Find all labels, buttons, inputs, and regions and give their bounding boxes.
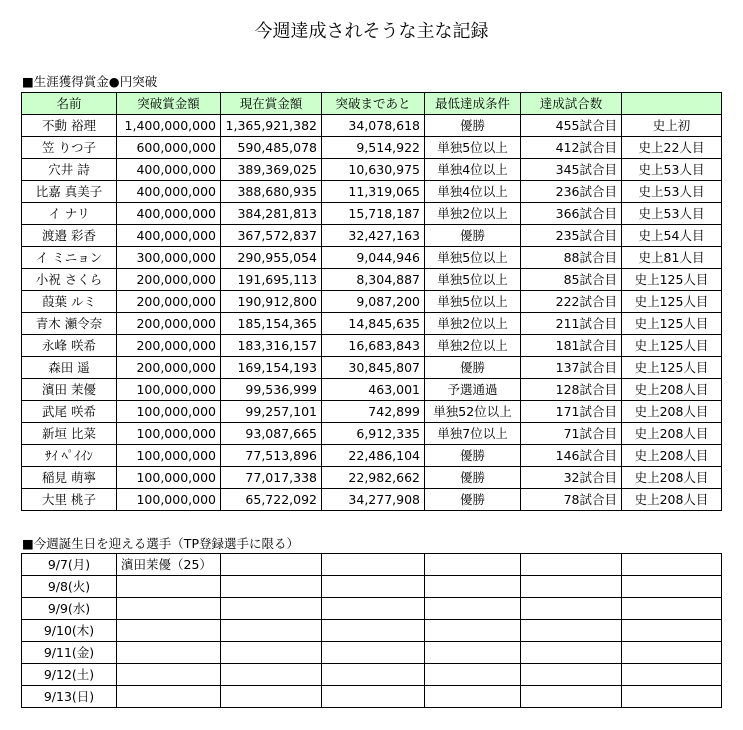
cell-games: 137試合目	[521, 357, 622, 379]
cell-player	[117, 664, 221, 686]
cell-remaining: 16,683,843	[322, 335, 425, 357]
cell-player	[425, 576, 521, 598]
cell-threshold: 200,000,000	[117, 269, 221, 291]
cell-rank: 史上125人目	[622, 269, 722, 291]
table-row	[22, 203, 722, 225]
cell-name: 笠 りつ子	[22, 137, 117, 159]
cell-rank: 史上53人目	[622, 203, 722, 225]
cell-remaining: 32,427,163	[322, 225, 425, 247]
header-threshold: 突破賞金額	[117, 93, 221, 115]
cell-player	[521, 554, 622, 576]
cell-player	[425, 642, 521, 664]
table-header-row	[22, 93, 722, 115]
cell-player: 濱田茉優（25）	[117, 554, 221, 576]
cell-remaining: 14,845,635	[322, 313, 425, 335]
cell-player	[622, 642, 722, 664]
cell-name: ｻｲ ﾍﾟｲｲﾝ	[22, 445, 117, 467]
cell-rank: 史上208人目	[622, 489, 722, 511]
cell-condition: 優勝	[425, 445, 521, 467]
cell-games: 88試合目	[521, 247, 622, 269]
cell-games: 146試合目	[521, 445, 622, 467]
table-row	[22, 598, 722, 620]
cell-player	[117, 686, 221, 708]
cell-date: 9/12(土)	[22, 664, 117, 686]
cell-rank: 史上54人目	[622, 225, 722, 247]
cell-rank: 史上125人目	[622, 335, 722, 357]
table-row	[22, 313, 722, 335]
cell-name: 穴井 詩	[22, 159, 117, 181]
cell-player	[622, 576, 722, 598]
cell-games: 345試合目	[521, 159, 622, 181]
cell-name: 渡邉 彩香	[22, 225, 117, 247]
cell-rank: 史上53人目	[622, 159, 722, 181]
cell-name: 大里 桃子	[22, 489, 117, 511]
cell-player	[221, 620, 322, 642]
cell-remaining: 463,001	[322, 379, 425, 401]
cell-date: 9/13(日)	[22, 686, 117, 708]
cell-current: 367,572,837	[221, 225, 322, 247]
cell-games: 71試合目	[521, 423, 622, 445]
cell-remaining: 34,078,618	[322, 115, 425, 137]
cell-current: 185,154,365	[221, 313, 322, 335]
cell-player	[322, 554, 425, 576]
cell-remaining: 9,044,946	[322, 247, 425, 269]
cell-remaining: 742,899	[322, 401, 425, 423]
cell-date: 9/9(水)	[22, 598, 117, 620]
table-row	[22, 115, 722, 137]
cell-name: 永峰 咲希	[22, 335, 117, 357]
cell-remaining: 9,087,200	[322, 291, 425, 313]
cell-condition: 単独5位以上	[425, 269, 521, 291]
section-career-earnings-label: ■生涯獲得賞金●円突破	[22, 74, 158, 89]
cell-player	[322, 642, 425, 664]
cell-threshold: 200,000,000	[117, 357, 221, 379]
cell-threshold: 200,000,000	[117, 335, 221, 357]
table-row	[22, 401, 722, 423]
cell-current: 384,281,813	[221, 203, 322, 225]
cell-games: 222試合目	[521, 291, 622, 313]
cell-name: 森田 遥	[22, 357, 117, 379]
cell-current: 77,017,338	[221, 467, 322, 489]
header-name: 名前	[22, 93, 117, 115]
cell-name: イ ミニョン	[22, 247, 117, 269]
cell-remaining: 15,718,187	[322, 203, 425, 225]
cell-name: 青木 瀬令奈	[22, 313, 117, 335]
cell-player	[221, 576, 322, 598]
cell-name: 小祝 さくら	[22, 269, 117, 291]
cell-player	[322, 576, 425, 598]
cell-rank: 史上81人目	[622, 247, 722, 269]
table-row	[22, 642, 722, 664]
cell-remaining: 30,845,807	[322, 357, 425, 379]
cell-threshold: 200,000,000	[117, 313, 221, 335]
cell-player	[425, 554, 521, 576]
cell-rank: 史上208人目	[622, 423, 722, 445]
table-row	[22, 269, 722, 291]
cell-games: 366試合目	[521, 203, 622, 225]
table-row	[22, 225, 722, 247]
cell-condition: 単独5位以上	[425, 247, 521, 269]
cell-name: 比嘉 真美子	[22, 181, 117, 203]
cell-player	[425, 598, 521, 620]
cell-threshold: 300,000,000	[117, 247, 221, 269]
cell-player	[221, 642, 322, 664]
cell-threshold: 100,000,000	[117, 379, 221, 401]
cell-games: 78試合目	[521, 489, 622, 511]
table-row	[22, 664, 722, 686]
cell-rank: 史上208人目	[622, 445, 722, 467]
cell-player	[521, 686, 622, 708]
cell-rank: 史上125人目	[622, 357, 722, 379]
cell-date: 9/10(木)	[22, 620, 117, 642]
cell-rank: 史上初	[622, 115, 722, 137]
cell-player	[521, 664, 622, 686]
table-row	[22, 686, 722, 708]
cell-condition: 単独5位以上	[425, 291, 521, 313]
cell-condition: 単独2位以上	[425, 335, 521, 357]
cell-player	[322, 620, 425, 642]
cell-current: 388,680,935	[221, 181, 322, 203]
header-condition: 最低達成条件	[425, 93, 521, 115]
cell-player	[221, 686, 322, 708]
cell-player	[622, 598, 722, 620]
cell-date: 9/7(月)	[22, 554, 117, 576]
cell-player	[117, 576, 221, 598]
table-row	[22, 379, 722, 401]
cell-rank: 史上125人目	[622, 313, 722, 335]
cell-condition: 単独7位以上	[425, 423, 521, 445]
cell-condition: 単独52位以上	[425, 401, 521, 423]
cell-remaining: 8,304,887	[322, 269, 425, 291]
table-row	[22, 137, 722, 159]
table-row	[22, 445, 722, 467]
cell-threshold: 400,000,000	[117, 159, 221, 181]
cell-rank: 史上125人目	[622, 291, 722, 313]
cell-current: 99,536,999	[221, 379, 322, 401]
cell-player	[622, 686, 722, 708]
cell-threshold: 200,000,000	[117, 291, 221, 313]
table-row	[22, 247, 722, 269]
cell-threshold: 600,000,000	[117, 137, 221, 159]
table-row	[22, 489, 722, 511]
cell-player	[521, 620, 622, 642]
section-birthday-label: ■今週誕生日を迎える選手（TP登録選手に限る）	[22, 536, 299, 551]
cell-current: 169,154,193	[221, 357, 322, 379]
cell-condition: 優勝	[425, 489, 521, 511]
header-current: 現在賞金額	[221, 93, 322, 115]
birthday-table	[21, 553, 722, 708]
cell-remaining: 22,982,662	[322, 467, 425, 489]
cell-player	[221, 598, 322, 620]
cell-rank: 史上208人目	[622, 467, 722, 489]
cell-current: 389,369,025	[221, 159, 322, 181]
cell-name: 新垣 比菜	[22, 423, 117, 445]
cell-date: 9/11(金)	[22, 642, 117, 664]
cell-current: 65,722,092	[221, 489, 322, 511]
cell-current: 590,485,078	[221, 137, 322, 159]
cell-games: 455試合目	[521, 115, 622, 137]
cell-condition: 単独5位以上	[425, 137, 521, 159]
cell-name: 葭葉 ルミ	[22, 291, 117, 313]
cell-current: 190,912,800	[221, 291, 322, 313]
cell-date: 9/8(火)	[22, 576, 117, 598]
cell-threshold: 400,000,000	[117, 181, 221, 203]
cell-remaining: 10,630,975	[322, 159, 425, 181]
cell-player	[521, 576, 622, 598]
cell-player	[622, 620, 722, 642]
cell-games: 211試合目	[521, 313, 622, 335]
header-games: 達成試合数	[521, 93, 622, 115]
cell-condition: 予選通過	[425, 379, 521, 401]
cell-current: 1,365,921,382	[221, 115, 322, 137]
cell-condition: 優勝	[425, 225, 521, 247]
cell-player	[425, 664, 521, 686]
cell-condition: 単独4位以上	[425, 181, 521, 203]
cell-remaining: 9,514,922	[322, 137, 425, 159]
table-row	[22, 620, 722, 642]
cell-rank: 史上53人目	[622, 181, 722, 203]
table-row	[22, 291, 722, 313]
career-earnings-table	[21, 92, 722, 511]
cell-player	[322, 664, 425, 686]
cell-current: 99,257,101	[221, 401, 322, 423]
cell-current: 93,087,665	[221, 423, 322, 445]
cell-condition: 単独4位以上	[425, 159, 521, 181]
cell-player	[521, 642, 622, 664]
cell-name: 武尾 咲希	[22, 401, 117, 423]
cell-rank: 史上22人目	[622, 137, 722, 159]
cell-condition: 優勝	[425, 115, 521, 137]
cell-threshold: 100,000,000	[117, 423, 221, 445]
table-row	[22, 357, 722, 379]
header-rank	[622, 93, 722, 115]
cell-condition: 優勝	[425, 357, 521, 379]
cell-player	[221, 664, 322, 686]
cell-threshold: 1,400,000,000	[117, 115, 221, 137]
cell-player	[117, 620, 221, 642]
cell-threshold: 400,000,000	[117, 225, 221, 247]
cell-current: 77,513,896	[221, 445, 322, 467]
table-row	[22, 423, 722, 445]
cell-player	[221, 554, 322, 576]
table-row	[22, 335, 722, 357]
cell-threshold: 400,000,000	[117, 203, 221, 225]
cell-games: 128試合目	[521, 379, 622, 401]
cell-player	[425, 686, 521, 708]
cell-condition: 単独2位以上	[425, 313, 521, 335]
cell-games: 181試合目	[521, 335, 622, 357]
cell-games: 85試合目	[521, 269, 622, 291]
cell-remaining: 11,319,065	[322, 181, 425, 203]
cell-player	[425, 620, 521, 642]
cell-player	[622, 664, 722, 686]
cell-remaining: 6,912,335	[322, 423, 425, 445]
cell-name: 稲見 萌寧	[22, 467, 117, 489]
table-row	[22, 181, 722, 203]
cell-player	[322, 598, 425, 620]
cell-player	[622, 554, 722, 576]
cell-remaining: 22,486,104	[322, 445, 425, 467]
cell-condition: 優勝	[425, 467, 521, 489]
table-row	[22, 467, 722, 489]
cell-games: 235試合目	[521, 225, 622, 247]
cell-threshold: 100,000,000	[117, 401, 221, 423]
cell-threshold: 100,000,000	[117, 467, 221, 489]
header-remaining: 突破まであと	[322, 93, 425, 115]
table-row	[22, 576, 722, 598]
table-row	[22, 554, 722, 576]
cell-current: 191,695,113	[221, 269, 322, 291]
cell-games: 171試合目	[521, 401, 622, 423]
cell-games: 412試合目	[521, 137, 622, 159]
cell-name: イ ナリ	[22, 203, 117, 225]
cell-rank: 史上208人目	[622, 379, 722, 401]
cell-games: 236試合目	[521, 181, 622, 203]
cell-player	[322, 686, 425, 708]
cell-current: 290,955,054	[221, 247, 322, 269]
cell-player	[521, 598, 622, 620]
page-title: 今週達成されそうな主な記録	[254, 21, 489, 42]
cell-name: 不動 裕理	[22, 115, 117, 137]
cell-player	[117, 642, 221, 664]
cell-name: 濱田 茉優	[22, 379, 117, 401]
cell-current: 183,316,157	[221, 335, 322, 357]
cell-condition: 単独2位以上	[425, 203, 521, 225]
cell-threshold: 100,000,000	[117, 489, 221, 511]
cell-remaining: 34,277,908	[322, 489, 425, 511]
cell-threshold: 100,000,000	[117, 445, 221, 467]
cell-rank: 史上208人目	[622, 401, 722, 423]
table-row	[22, 159, 722, 181]
cell-player	[117, 598, 221, 620]
cell-games: 32試合目	[521, 467, 622, 489]
